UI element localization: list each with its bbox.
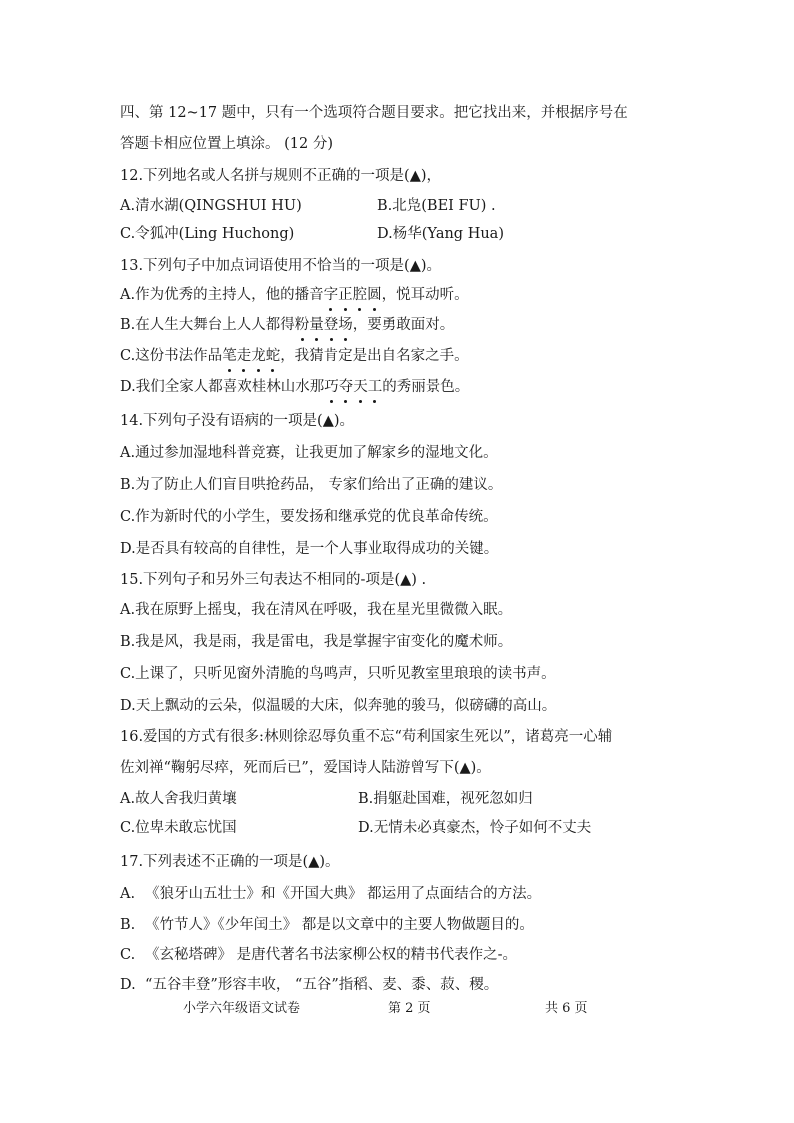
question-14-option-d: D.是否具有较高的自律性，是一个人事业取得成功的关键。 (120, 541, 499, 557)
dotted-char: 登 (323, 317, 339, 333)
option-text: ，悦耳动听。 (381, 287, 469, 303)
question-12-option-a: A.清水湖(QINGSHUI HU) (120, 198, 302, 214)
dotted-char: 巧 (324, 379, 339, 395)
section-header-line1: 四、第 12~17 题中，只有一个选项符合题目要求。把它找出来，并根据序号在 (120, 105, 628, 121)
question-17-option-d-label: D. (120, 977, 136, 993)
question-14-option-c: C.作为新时代的小学生，要发扬和继承党的优良革命传统。 (120, 509, 498, 525)
question-13-option-d (120, 377, 469, 397)
question-15-option-b: B.我是风，我是雨，我是雷电，我是掌握宇宙变化的魔术师。 (120, 634, 513, 650)
dotted-char: 蛇 (265, 348, 281, 364)
question-17-option-a: 《狼牙山五壮士》和《开国大典》 都运用了点面结合的方法。 (145, 886, 542, 902)
footer-title: 小学六年级语文试卷 (183, 1001, 301, 1016)
question-17-option-b-label: B. (120, 917, 136, 933)
dotted-char: 场 (338, 317, 353, 333)
question-17-option-a-label: A. (120, 886, 136, 902)
dotted-char: 笔 (222, 348, 237, 364)
dotted-char: 圆 (367, 287, 382, 303)
option-text: B.在人生大舞台上人人都得 (120, 317, 295, 333)
question-13-stem: 13.下列句子中加点词语使用不恰当的一项是(▲)。 (120, 258, 442, 274)
dotted-char: 量 (309, 317, 324, 333)
question-16-option-b: B.捐躯赴国难，视死忽如归 (358, 791, 533, 807)
question-16-option-a: A.故人舍我归黄壤 (120, 791, 237, 807)
option-text: A.作为优秀的主持人，他的播音 (120, 287, 324, 303)
dotted-char: 工 (367, 379, 383, 395)
dotted-char: 龙 (251, 348, 266, 364)
section-header-line2: 答题卡相应位置上填涂。 (12 分) (120, 136, 333, 152)
footer-total-pages: 共 6 页 (545, 1001, 588, 1016)
question-16-stem-line1: 16.爱国的方式有很多:林则徐忍辱负重不忘“苟利国家生死以”，诸葛亮一心辅 (120, 729, 613, 745)
question-16-option-c: C.位卑未敢忘忧国 (120, 820, 237, 836)
question-16-option-d: D.无情未必真豪杰，怜子如何不丈夫 (358, 820, 592, 836)
question-14-option-a: A.通过参加湿地科普竞赛，让我更加了解家乡的湿地文化。 (120, 445, 498, 461)
question-17-stem: 17.下列表述不正确的一项是(▲)。 (120, 854, 340, 870)
dotted-char: 腔 (352, 287, 368, 303)
dotted-char: 粉 (294, 317, 310, 333)
dotted-char: 夺 (338, 379, 354, 395)
option-text: 的秀丽景色。 (382, 379, 470, 395)
question-15-stem: 15.下列句子和另外三句表达不相同的-项是(▲) . (120, 572, 427, 588)
question-14-option-b: B.为了防止人们盲目哄抢药品， 专家们给出了正确的建议。 (120, 477, 503, 493)
question-13-option-b (120, 315, 454, 335)
option-text: D.我们全家人都喜欢桂林山水那 (120, 379, 325, 395)
question-12-stem: 12.下列地名或人名拼与规则不正确的一项是(▲)， (120, 168, 442, 184)
question-13-option-c (120, 346, 469, 366)
question-12-option-b: B.北凫(BEI FU) . (377, 198, 496, 214)
question-15-option-c: C.上课了，只听见窗外清脆的鸟鸣声，只听见教室里琅琅的读书声。 (120, 666, 556, 682)
dotted-char: 正 (338, 287, 353, 303)
question-17-option-b: 《竹节人》《少年闰土》 都是以文章中的主要人物做题目的。 (145, 917, 534, 933)
question-15-option-a: A.我在原野上摇曳，我在清风在呼吸，我在星光里微微入眠。 (120, 602, 513, 618)
dotted-char: 天 (353, 379, 368, 395)
option-text: ，要勇敢面对。 (352, 317, 455, 333)
question-17-option-d: “五谷丰登”形容丰收， “五谷”指稻、麦、黍、菽、稷。 (145, 977, 499, 993)
footer-page-number: 第 2 页 (388, 1001, 431, 1016)
option-text: C.这份书法作品 (120, 348, 223, 364)
question-12-option-d: D.杨华(Yang Hua) (377, 226, 504, 242)
question-13-option-a (120, 285, 469, 305)
question-12-option-c: C.令狐冲(Ling Huchong) (120, 226, 295, 242)
question-14-stem: 14.下列句子没有语病的一项是(▲)。 (120, 413, 355, 429)
question-17-option-c-label: C. (120, 947, 136, 963)
question-17-option-c: 《玄秘塔碑》 是唐代著名书法家柳公权的精书代表作之-。 (145, 947, 518, 963)
dotted-char: 字 (323, 287, 339, 303)
question-16-stem-line2: 佐刘禅“鞠躬尽瘁，死而后已”，爱国诗人陆游曾写下(▲)。 (120, 760, 491, 776)
question-15-option-d: D.天上飘动的云朵，似温暖的大床，似奔驰的骏马，似磅礴的高山。 (120, 698, 557, 714)
option-text: ，我猜肯定是出自名家之手。 (280, 348, 469, 364)
dotted-char: 走 (236, 348, 252, 364)
